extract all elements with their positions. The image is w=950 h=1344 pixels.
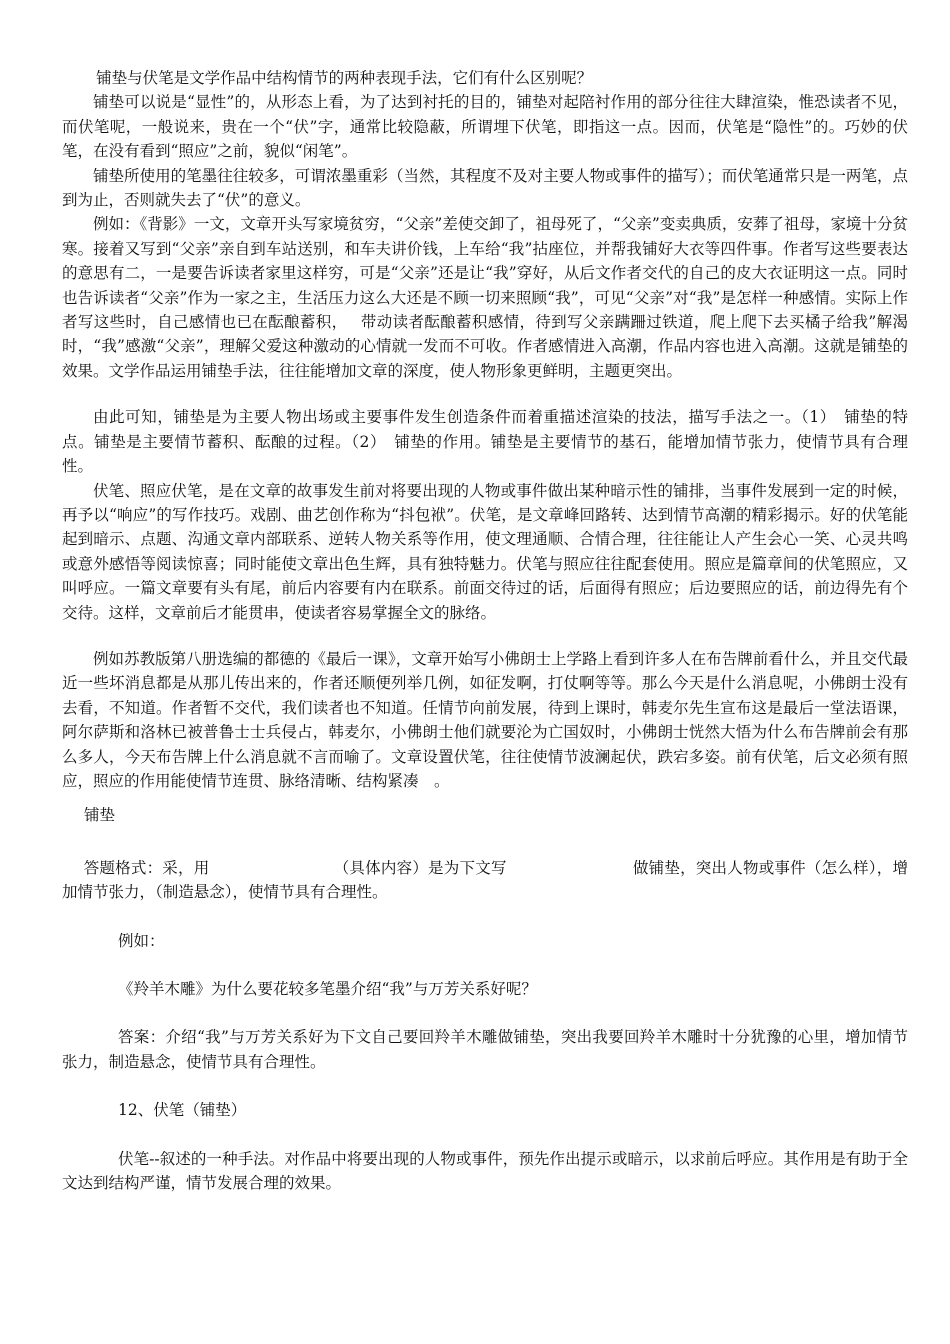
spacer: [62, 953, 908, 977]
format-part-b: （具体内容）是为下文写: [333, 858, 507, 877]
spacer: [62, 1001, 908, 1025]
paragraph-pudian-definition: 由此可知，铺垫是为主要人物出场或主要事件发生创造条件而着重描述渲染的技法，描写手法之一。（1） 铺垫的特点。铺垫是主要情节蓄积、酝酿的过程。（2） 铺垫的作用。铺垫是主要情节的基石，能增加情节张力，使情节具有合理性。: [62, 408, 908, 476]
paragraph-fubi-definition: 伏笔、照应伏笔，是在文章的故事发生前对将要出现的人物或事件做出某种暗示性的铺排，当事件发展到一定的时候，再予以“响应”的写作技巧。戏剧、曲艺创作称为“抖包袱”。伏笔，是文章峰回路转、达到情节高潮的精彩揭示。好的伏笔能起到暗示、点题、沟通文章内部联系、逆转人物关系等作用，使文理通顺、合情合理，往往能让人产生会心一笑、心灵共鸣或意外感悟等阅读惊喜；同时能使文章出色生辉，具有独特魅力。伏笔与照应往往配套使用。照应是篇章间的伏笔照应，又叫呼应。一篇文章要有头有尾，前后内容要有内在联系。前面交待过的话，后面得有照应；后边要照应的话，前边得先有个交待。这样，文章前后才能贯串，使读者容易掌握全文的脉络。: [62, 481, 908, 622]
spacer: [62, 1123, 908, 1147]
example-label: 例如：: [118, 931, 165, 950]
section-12-heading: 12、伏笔（铺垫）: [118, 1101, 247, 1120]
spacer: [62, 793, 908, 803]
spacer: [62, 383, 908, 405]
spacer: [62, 1074, 908, 1098]
example-question: 《羚羊木雕》为什么要花较多笔墨介绍“我”与万芳关系好呢？: [118, 980, 537, 998]
document-page: [62, 66, 908, 1195]
spacer: [62, 905, 908, 929]
format-part-c: 做铺垫，突出人物或事件（怎么样），增加情节张力，（制造悬念），使情节具有合理性。: [62, 858, 908, 902]
paragraph-fubi-technique: 伏笔--叙述的一种手法。对作品中将要出现的人物或事件，预先作出提示或暗示，以求前后呼应。其作用是有助于全文达到结构严谨，情节发展合理的效果。: [62, 1149, 908, 1193]
paragraph-pudian-explicit: 铺垫可以说是“显性”的，从形态上看，为了达到衬托的目的，铺垫对起陪衬作用的部分往往大肆渲染，惟恐读者不见，而伏笔呢，一般说来，贵在一个“伏”字，通常比较隐蔽，所谓埋下伏笔，即指这一点。因而，伏笔是“隐性”的。巧妙的伏笔，在没有看到“照应”之前，貌似“闲笔”。: [62, 93, 908, 161]
answer-format: [62, 856, 908, 905]
spacer: [62, 625, 908, 647]
paragraph-beiying-example: 例如：《背影》一文，文章开头写家境贫穷，“父亲”差使交卸了，祖母死了，“父亲”变卖典质，安葬了祖母，家境十分贫寒。接着又写到“父亲”亲自到车站送别，和车夫讲价钱，上车给“我”拈座位，并帮我铺好大衣等四件事。作者写这些要表达的意思有二，一是要告诉读者家里这样穷，可是“父亲”还是让“我”穿好，从后文作者交代的自己的皮大衣证明这一点。同时也告诉读者“父亲”作为一家之主，生活压力这么大还是不顾一切来照顾“我”，可见“父亲”对“我”是怎样一种感情。实际上作者写这些时，自己感情也已在酝酿蓄积， 带动读者酝酿蓄积感情，待到写父亲蹒跚过铁道，爬上爬下去买橘子给我”解渴时，“我”感激“父亲”，理解父爱这种激动的心情就一发而不可收。作者感情进入高潮，作品内容也进入高潮。这就是铺垫的效果。文学作品运用铺垫手法，往往能增加文章的深度，使人物形象更鲜明，主题更突出。: [62, 215, 908, 380]
paragraph-last-lesson-example: 例如苏教版第八册选编的都德的《最后一课》，文章开始写小佛朗士上学路上看到许多人在布告牌前看什么，并且交代最近一些坏消息都是从那儿传出来的，作者还顺便列举几例，如征发啊，打仗啊等等。那么今天是什么消息呢，小佛朗士没有去看，不知道。作者暂不交代，我们读者也不知道。任情节向前发展，待到上课时，韩麦尔先生宣布这是最后一堂法语课，阿尔萨斯和洛林已被普鲁士士兵侵占，韩麦尔，小佛朗士他们就要沦为亡国奴时，小佛朗士恍然大悟为什么布告牌前会有那么多人，今天布告牌上什么消息就不言而喻了。文章设置伏笔，往往使情节波澜起伏，跌宕多姿。前有伏笔，后文必须有照应，照应的作用能使情节连贯、脉络清晰、结构紧凑 。: [62, 649, 908, 790]
heading-pudian: 铺垫: [84, 806, 116, 825]
paragraph-ink-usage: 铺垫所使用的笔墨往往较多，可谓浓墨重彩（当然，其程度不及对主要人物或事件的描写）；而伏笔通常只是一两笔，点到为止，否则就失去了“伏”的意义。: [62, 166, 908, 210]
paragraph-intro-question: 铺垫与伏笔是文学作品中结构情节的两种表现手法，它们有什么区别呢？: [96, 69, 593, 87]
example-answer: 答案：介绍“我”与万芳关系好为下文自己要回羚羊木雕做铺垫，突出我要回羚羊木雕时十分犹豫的心里，增加情节张力，制造悬念，使情节具有合理性。: [62, 1028, 908, 1071]
format-part-a: 答题格式：采，用: [83, 858, 210, 877]
spacer: [62, 828, 908, 856]
